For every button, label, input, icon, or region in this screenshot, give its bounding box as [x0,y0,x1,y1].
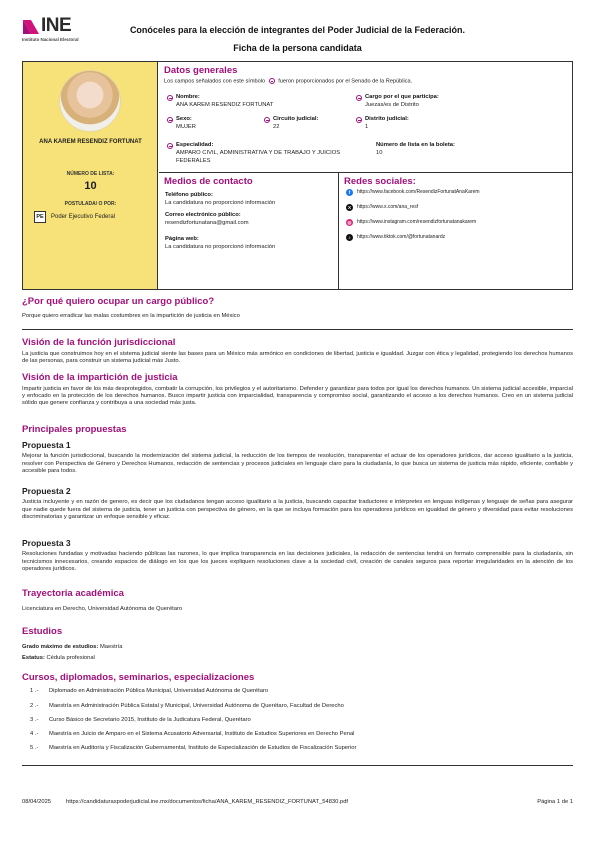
tiktok-icon: ♪ [346,234,353,241]
studies-max-grade [22,644,573,651]
web-value: La candidatura no proporcionó información [165,243,276,250]
web-label: Página web: [165,236,199,242]
senate-check-icon [356,95,362,101]
field-position [365,94,565,110]
field-name [176,94,346,110]
document-title: Conóceles para la elección de integrantes del Poder Judicial de la Federación. [129,25,466,35]
academic-text: Licenciatura en Derecho, Universidad Autónoma de Querétaro [22,605,183,612]
senate-note-after: fueron proporcionados por el Senado de la República. [278,78,413,85]
proposal-2-text: Justicia incluyente y en razón de genero, es decir que los ciudadanos tengan acceso igualitario a la justicia, buscando capacitar traductores e intérpretes en lenguas indígenas y lenguaje de señas para asegurar que nadie quede fuera del sistema de justicia, tener un justicia con perspectiva de género, en la que se incluya formación para los operadores jurídicos en igualdad de género y diversidad para evitar resoluciones discriminatorias y garantizar un enfoque sensible y eficaz. [22,499,573,521]
studies-title: Estudios [22,626,63,637]
phone-value: La candidatura no proporcionó información [165,199,276,206]
proposal-1-title: Propuesta 1 [22,440,71,450]
proposal-1-text: Mejorar la función jurisdiccional, buscando la modernización del sistema judicial, la reducción de los tiempos de resolución, transparentar el actuar de los operadores jurídicos, dar acceso igualitario a la justicia, resolver con Perspectiva de Género y Derechos Humanos, redacción de sentencias y procesos judiciales en lenguaje claro para la ciudadanía, lo que busca un sistema de justicia más rápido, eficiente, confiable y accesible para todos. [22,453,573,475]
vision-justice-text: Impartir justicia en favor de los más desprotegidos, combatir la corrupción, los privilegios y el autoritarismo. Defender y garantizar para todos por igual los derechos humanos. Un sistema judicial accesible, imparcial y enfocado en la protección de los derechos humanos. Busco impartir justicia con imparcialidad, transparencia y compromiso social, garantizando el acceso a los derechos humanos. Creo en un sistema judicial sólido que genere confianza y contribuya a una sociedad más justa. [22,385,573,407]
academic-section [22,588,573,613]
why-title: ¿Por qué quiero ocupar un cargo público? [22,296,215,307]
studies-max-label: Grado máximo de estudios: [22,643,99,650]
postulated-label: POSTULADA/ O POR: [64,201,117,207]
senate-note-before: Los campos señalados con este símbolo [164,78,266,85]
course-item [30,731,354,739]
list-number: 10 [84,180,97,192]
courses-section [22,672,573,685]
circuit-value: 22 [273,123,280,130]
name-label: Nombre: [176,94,200,100]
district-value: 1 [365,123,369,130]
footer-url[interactable]: https://candidaturaspoderjudicial.ine.mx/documentos/ficha/ANA_KAREM_RESENDIZ_FORTUNAT_54830.pdf [66,799,349,805]
vision-function-text: La justicia que construimos hoy en el sistema judicial siente las bases para un México más armónico en condiciones de libertad, justicia e igualdad. Juzgar con ética y legalidad, protegiendo los derechos humanos de las personas, para construir un sistema judicial más Justo. [22,350,573,365]
instagram-icon: ◎ [347,220,352,225]
field-phone [165,192,335,208]
course-number: 1 .- [30,688,39,694]
specialty-label: Especialidad: [176,142,214,148]
sex-value: MUJER [176,123,196,130]
senate-note [164,78,412,86]
facebook-icon: f [346,189,353,196]
page-header [22,16,577,56]
list-number-label: NÚMERO DE LISTA: [66,171,115,177]
senate-check-icon [264,117,270,123]
divider [22,765,573,766]
course-item [30,688,268,696]
divider [22,329,573,330]
proposals-section [22,424,573,437]
postulator-badge: PE [34,211,46,223]
email-label: Correo electrónico público: [165,212,241,218]
facebook-url[interactable]: https://www.facebook.com/ResendizFortunatAnaKarem [357,189,480,195]
ballot-number-value: 10 [376,149,383,156]
course-item [30,745,356,753]
studies-section [22,626,573,662]
senate-check-icon [167,95,173,101]
course-text: Curso Básico de Secretario 2015, Instituto de la Judicatura Federal, Querétaro [49,717,251,723]
phone-label: Teléfono público: [165,192,213,198]
email-value[interactable]: resendizfortunatana@gmail.com [165,219,249,226]
field-web [165,236,335,252]
courses-title: Cursos, diplomados, seminarios, especializaciones [22,672,255,683]
proposal-3-title: Propuesta 3 [22,538,71,548]
academic-title: Trayectoria académica [22,588,124,599]
studies-status-label: Estatus: [22,655,45,662]
proposals-title: Principales propuestas [22,424,127,435]
candidate-photo [59,70,121,132]
district-label: Distrito judicial: [365,116,409,122]
ballot-number-label: Número de lista en la boleta: [376,142,455,148]
proposal-1 [22,440,573,475]
specialty-value: AMPARO CIVIL, ADMINISTRATIVA Y DE TRABAJO Y JUICIOS FEDERALES [176,149,341,164]
contact-title: Medios de contacto [164,176,253,187]
logo-brand: INE [41,15,72,36]
course-text: Diplomado en Administración Pública Municipal, Universidad Autónoma de Querétaro [49,688,269,694]
general-data-title: Datos generales [164,65,238,76]
course-text: Maestría en Juicio de Amparo en el Sistema Acusatorio Adversarial, Instituto de Estudios Superiores en Derecho Penal [49,731,355,737]
field-ballot-number [376,142,536,158]
field-sex [176,116,246,132]
vision-function-title: Visión de la función jurisdiccional [22,337,176,348]
instagram-url[interactable]: https://www.instagram.com/resendizfortunatanakarem [357,219,477,225]
candidate-panel [23,62,158,289]
document-subtitle: Ficha de la persona candidata [233,43,362,53]
senate-check-icon [269,78,275,84]
proposal-2-title: Propuesta 2 [22,486,71,496]
why-text: Porque quiero erradicar las malas costumbres en la impartición de justicia en México [22,312,240,319]
studies-status-value: Cédula profesional [46,655,95,662]
course-text: Maestría en Administración Pública Estatal y Municipal, Universidad Autónoma de Querétaro, Facultad de Derecho [49,703,344,709]
candidate-name: ANA KAREM RESENDIZ FORTUNAT [39,139,142,145]
vision-justice-title: Visión de la impartición de justicia [22,372,178,383]
footer-page: Página 1 de 1 [537,799,573,805]
vision-justice-section [22,372,573,408]
postulator-name: Poder Ejecutivo Federal [51,214,116,220]
field-district [365,116,515,132]
footer-date: 08/04/2025 [22,799,52,805]
course-text: Maestría en Auditoría y Fiscalización Gubernamental, Instituto de Especialización de Estudios de Fiscalización Superior [49,745,357,751]
circuit-label: Circuito judicial: [273,116,319,122]
proposal-3 [22,538,573,573]
general-data-section [159,62,573,173]
studies-status [22,655,573,662]
name-value: ANA KAREM RESENDIZ FORTUNAT [176,101,274,108]
senate-check-icon [356,117,362,123]
contact-section [159,173,339,289]
proposal-2 [22,486,573,521]
field-email [165,212,335,228]
course-number: 5 .- [30,745,39,751]
studies-max-value: Maestría [99,643,123,650]
logo-subtitle: Instituto Nacional Electoral [22,37,79,42]
proposal-3-text: Resoluciones fundadas y motivadas haciendo públicas las razones, lo que implica transparencia en las decisiones judiciales, la redacción de sentencias tendrá un formato comprensible para la ciudadanía, sin tecnicismos innecesarios, creando espacios de diálogo en los que los jueces expliquen resoluciones clave a la sociedad civil, creación de canales seguros para reportar irregularidades en la atención de los operadores jurídicos. [22,551,573,573]
course-item [30,717,251,725]
vision-function-section [22,337,573,365]
course-number: 2 .- [30,703,39,709]
why-section [22,296,573,320]
field-circuit [273,116,353,132]
course-number: 4 .- [30,731,39,737]
course-item [30,703,344,711]
social-section [340,173,573,289]
position-value: Juezas/es de Distrito [365,101,419,108]
field-specialty [176,142,354,165]
position-label: Cargo por el que participa: [365,94,439,100]
tiktok-url[interactable]: https://www.tiktok.com/@fortunatanardz [357,234,446,240]
senate-check-icon [167,143,173,149]
x-url[interactable]: https://www.x.com/ana_resf [357,204,419,210]
senate-check-icon [167,117,173,123]
candidate-card [22,61,573,290]
x-icon: X [347,205,352,210]
course-number: 3 .- [30,717,39,723]
sex-label: Sexo: [176,116,192,122]
social-title: Redes sociales: [344,176,416,187]
